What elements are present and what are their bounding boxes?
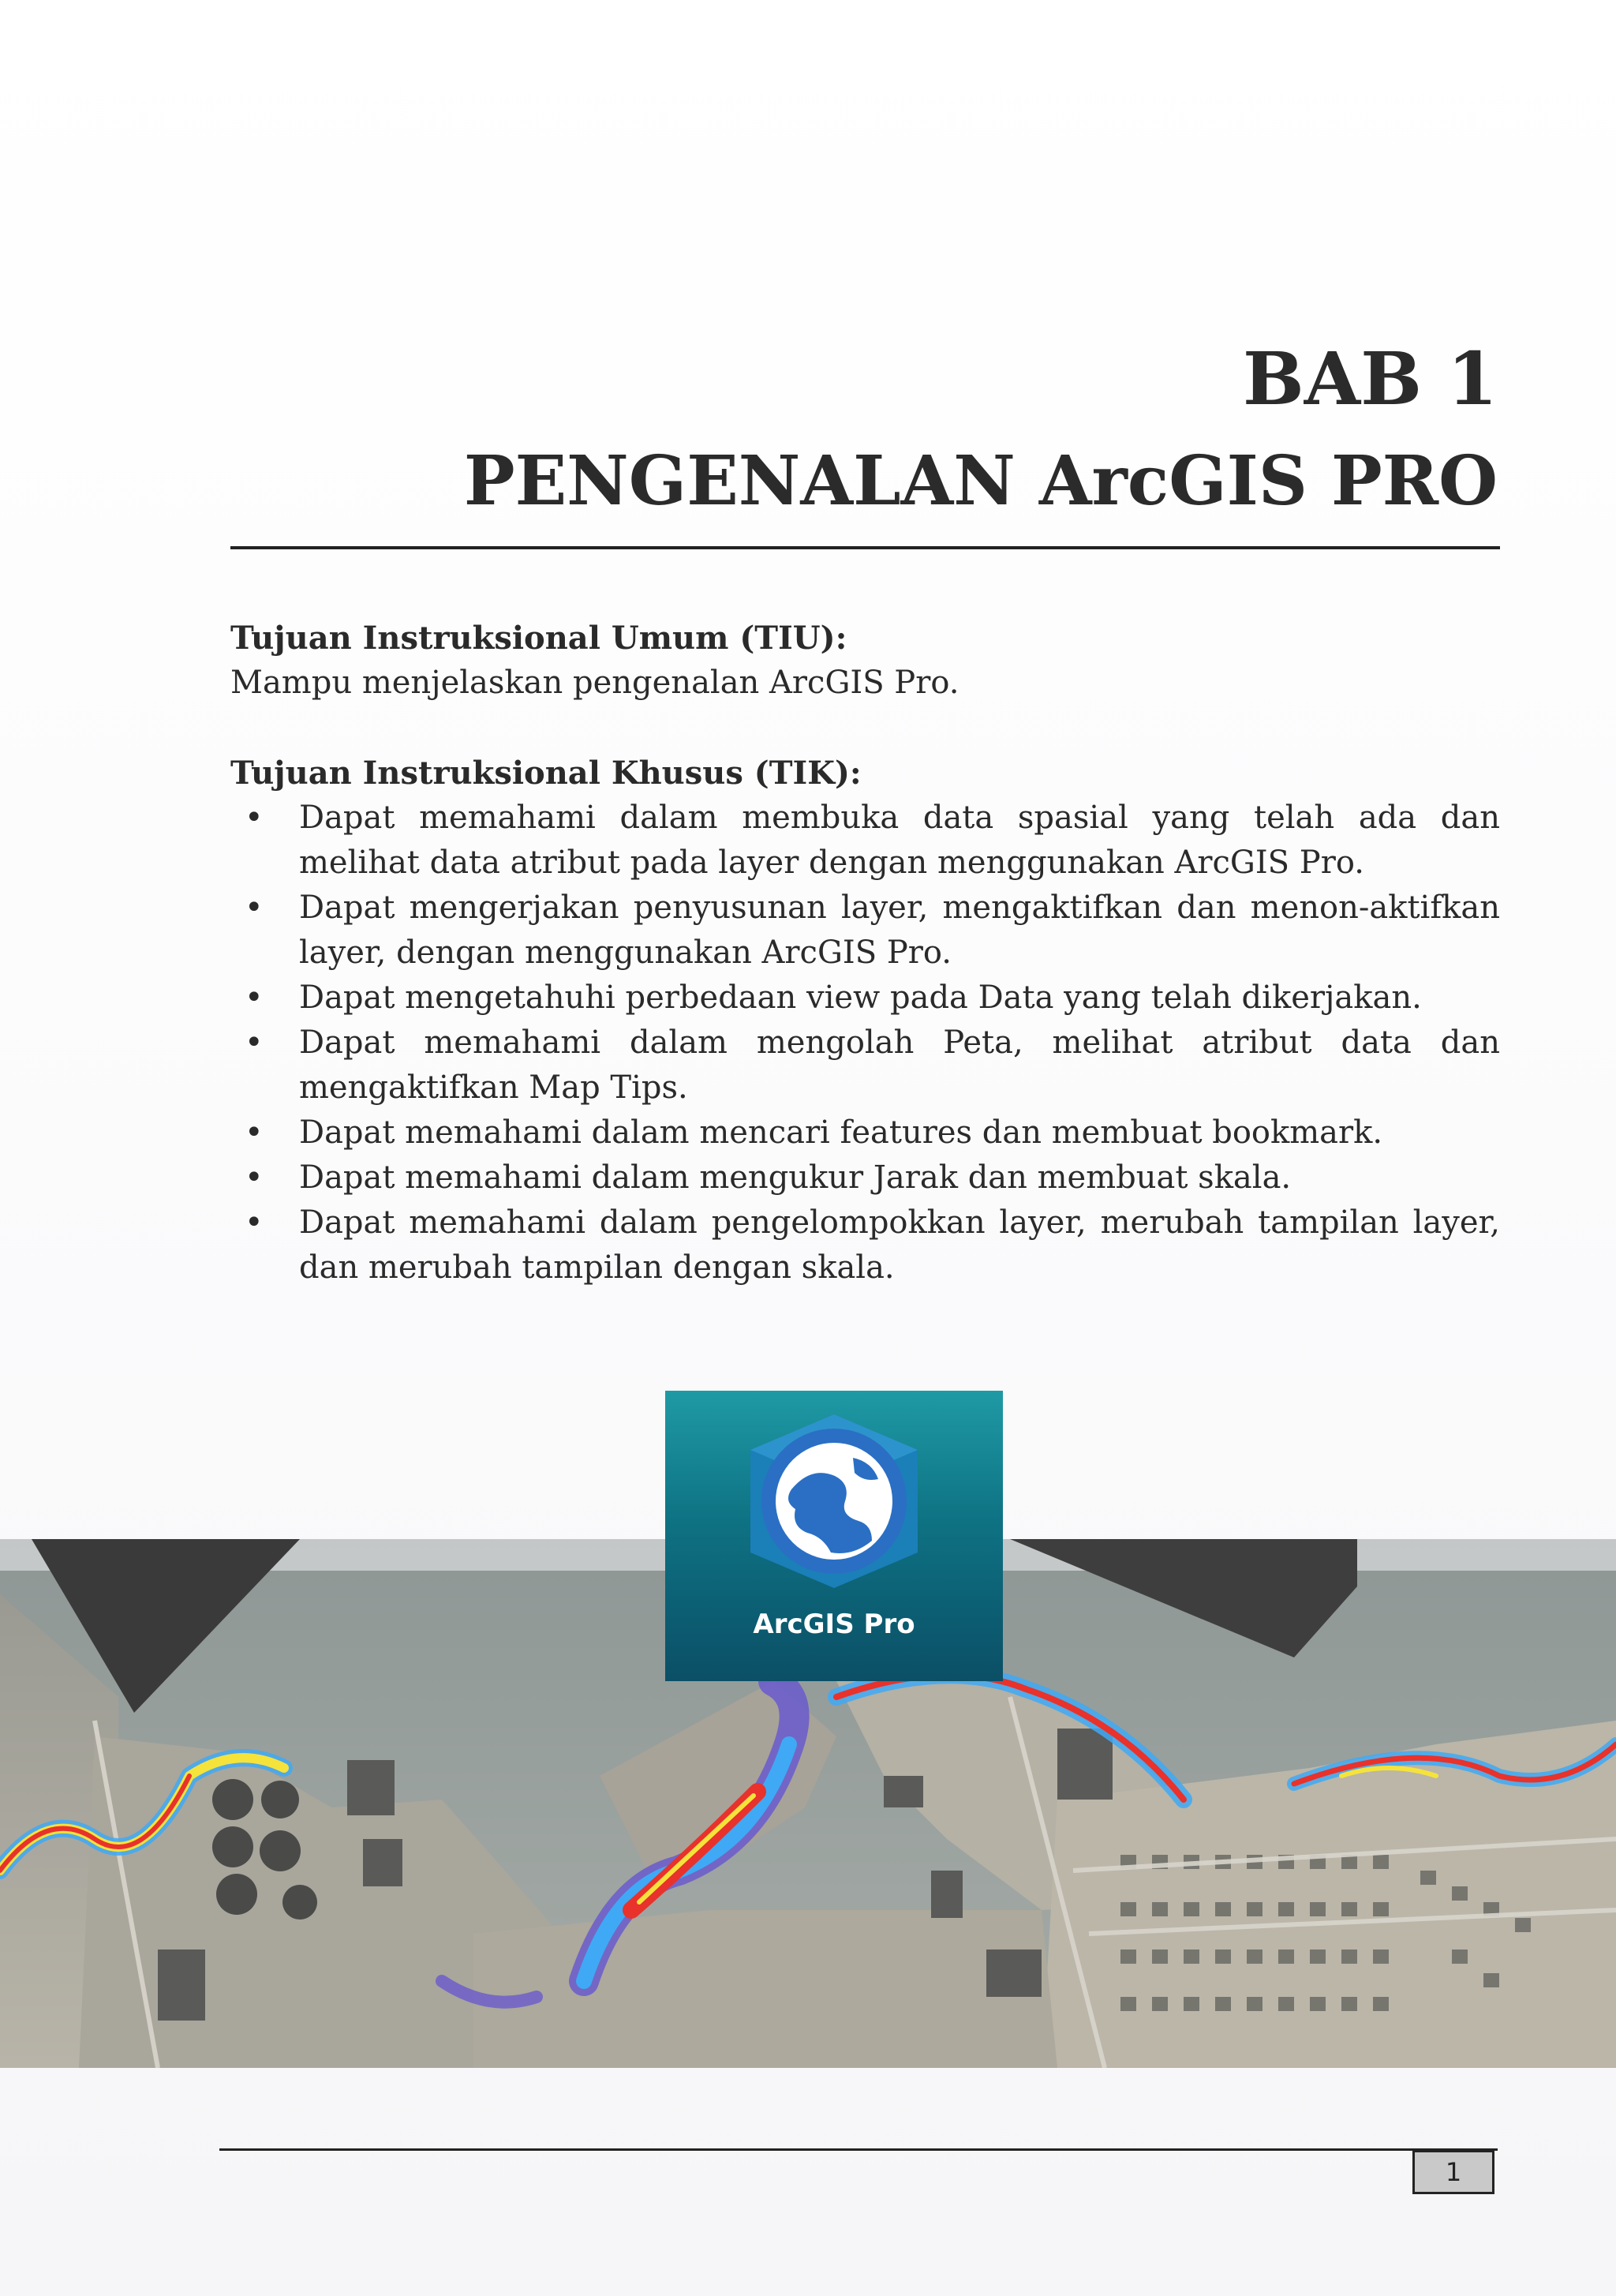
list-item-text: Dapat memahami dalam pengelompokkan layer, merubah tampilan layer, dan merubah tampilan dengan skala.	[299, 1204, 1500, 1286]
tik-heading: Tujuan Instruksional Khusus (TIK):	[230, 755, 862, 792]
page-number: 1	[1412, 2150, 1494, 2194]
bullet-icon: •	[245, 890, 264, 926]
list-item	[230, 1155, 1500, 1200]
bullet-icon: •	[245, 1114, 264, 1151]
chapter-header	[464, 331, 1498, 537]
objectives-section	[230, 616, 1500, 1290]
logo-label: ArcGIS Pro	[753, 1609, 915, 1640]
list-item	[230, 1200, 1500, 1290]
list-item	[230, 976, 1500, 1021]
list-item-text: Dapat memahami dalam mengukur Jarak dan membuat skala.	[299, 1159, 1292, 1196]
tiu-text: Mampu menjelaskan pengenalan ArcGIS Pro.	[230, 665, 960, 701]
list-item-text: Dapat memahami dalam mencari features dan membuat bookmark.	[299, 1114, 1383, 1151]
bullet-icon: •	[245, 800, 264, 836]
bullet-icon: •	[245, 979, 264, 1016]
list-item	[230, 1111, 1500, 1155]
list-item-text: Dapat mengerjakan penyusunan layer, mengaktifkan dan menon-aktifkan layer, dengan menggunakan ArcGIS Pro.	[299, 890, 1500, 971]
bullet-icon: •	[245, 1024, 264, 1061]
list-item-text: Dapat memahami dalam mengolah Peta, melihat atribut data dan mengaktifkan Map Tips.	[299, 1024, 1500, 1106]
list-item	[230, 886, 1500, 976]
bullet-icon: •	[245, 1159, 264, 1196]
chapter-number: BAB 1	[1243, 336, 1498, 421]
spacer	[230, 706, 1500, 751]
chapter-title: PENGENALAN ArcGIS PRO	[463, 441, 1498, 521]
list-item-text: Dapat memahami dalam membuka data spasial yang telah ada dan melihat data atribut pada layer dengan menggunakan ArcGIS Pro.	[299, 800, 1500, 881]
list-item	[230, 796, 1500, 886]
tik-list	[230, 796, 1500, 1290]
list-item	[230, 1021, 1500, 1111]
list-item-text: Dapat mengetahuhi perbedaan view pada Data yang telah dikerjakan.	[299, 979, 1422, 1016]
title-divider	[230, 546, 1500, 549]
arcgis-pro-logo	[665, 1391, 1003, 1681]
tiu-heading: Tujuan Instruksional Umum (TIU):	[230, 620, 847, 657]
bullet-icon: •	[245, 1204, 264, 1241]
footer-divider	[219, 2148, 1498, 2151]
